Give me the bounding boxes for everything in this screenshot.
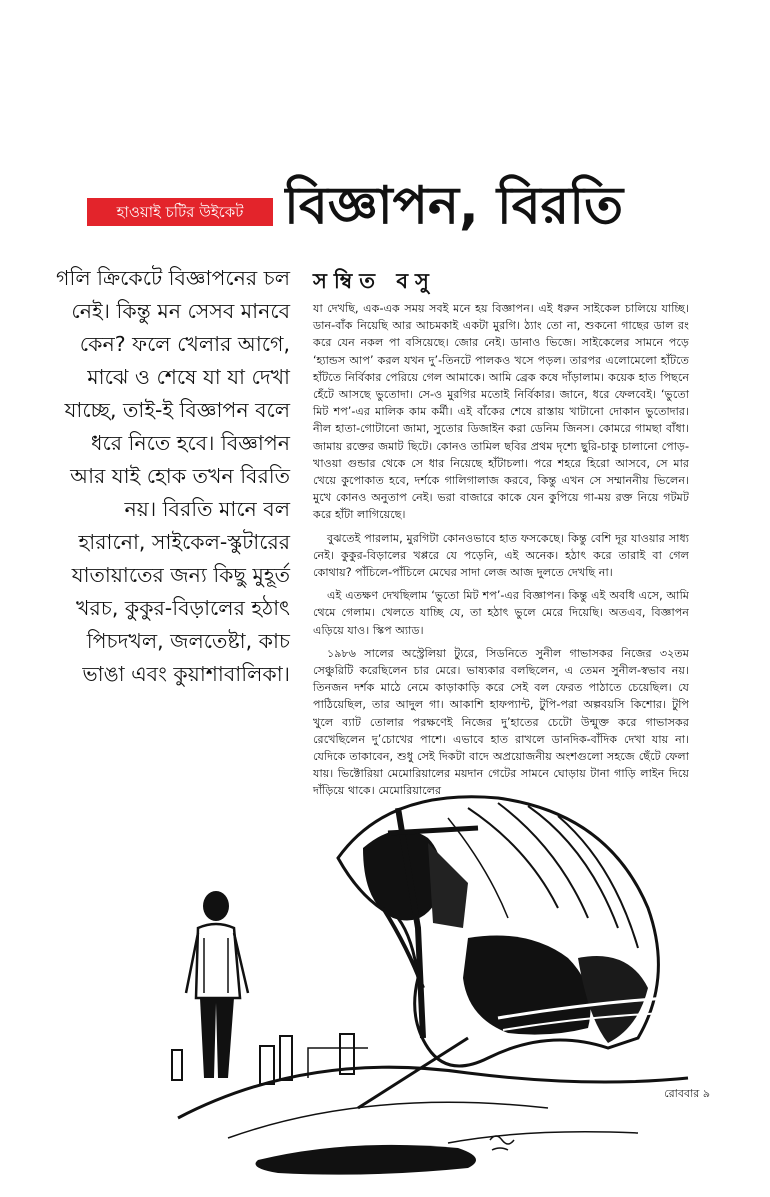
- body-paragraph-4: ১৯৮৬ সালের অস্ট্রেলিয়া ট্যুরে, সিডনিতে সুনীল গাভাসকর নিজের ৩২তম সেঞ্চুরিটি করেছিলেন চার মেরে। ভাষ্যকার বলছিলেন, এ তেমন সুনীল-স্বভাব নয়। তিনজন দর্শক মাঠে নেমে কাড়াকাড়ি করে সেই বল ফেরত পাঠাতে চেয়েছিল। যে পাঠিয়েছিল, তার আদুল গা। আকাশি হাফপ্যান্ট, টুপি-পরা অল্পবয়সি কিশোর। টুপি খুলে ব্যাট তোলার পরক্ষণেই নিজের দু’হাতের চেটো উন্মুক্ত করে গাভাসকর রেখেছিলেন দু’চোখের পাশে। এভাবে হাত রাখলে ডানদিক-বাঁদিক দেখা যায় না। যেদিকে তাকাবেন, শুধু সেই দিকটা বাদে অপ্রয়োজনীয় অংশগুলো সহজে ছেঁটে ফেলা যায়। ভিক্টোরিয়া মেমোরিয়ালের ময়দান গেটের সামনে ঘোড়ায় টানা গাড়ি লাইন দিয়ে দাঁড়িয়ে থাকে। মেমোরিয়ালের: [313, 646, 689, 798]
- byline: সম্বিত বসু: [313, 269, 436, 293]
- series-tag: হাওয়াই চটির উইকেট: [87, 198, 273, 226]
- pullquote-text: গলি ক্রিকেটে বিজ্ঞাপনের চল নেই। কিন্তু মন সেসব মানবে কেন? ফলে খেলার আগে, মাঝে ও শেষে যা যা দেখা যাচ্ছে, তাই-ই বিজ্ঞাপন বলে ধরে নিতে হবে। বিজ্ঞাপন আর যাই হোক তখন বিরতি নয়। বিরতি মানে বল হারানো, সাইকেল-স্কুটারের যাতায়াতের জন্য কিছু মুহূর্ত খরচ, কুকুর-বিড়ালের হঠাৎ পিচদখল, জলতেষ্টা, কাচ ভাঙা এবং কুয়াশাবালিকা।: [56, 266, 290, 686]
- article-body: [313, 300, 689, 806]
- body-paragraph-1: যা দেখছি, এক-এক সময় সবই মনে হয় বিজ্ঞাপন। এই ধরুন সাইকেল চালিয়ে যাচ্ছি। ডান-বাঁক নিয়েছি আর আচমকাই একটা মুরগি। ঠ্যাং তো না, শুকনো গাছের ডাল রং করে যেন নকল পা বসিয়েছে। জোর নেই। ডানাও ভিজে। সাইকেলের সামনে পড়ে ‘হ্যান্ডস আপ’ করল যখন দু’-তিনটে পালকও খসে পড়ল। তারপর এলোমেলো হাঁটতে হাঁটতে নির্বিকার পেরিয়ে গেল আমাকে। আমি ব্রেক কষে দাঁড়ালাম। কয়েক হাত পিছনে হেঁটে আসছে ভুতোদা। সে-ও মুরগির মতোই নির্বিকার। জানে, ধরে ফেলবেই। ‘ভুতো মিট শপ’-এর মালিক কাম কর্মী। এই বাঁকের শেষে রাস্তায় খাটানো দোকান ভুতোদার। নীল হাতা-গোটানো জামা, সুতোর ডিজাইন করা ডেনিম জিনস। কোমরে গামছা বাঁধা। জামায় রক্তের জমাট ছিটে। কোনও তামিল ছবির প্রথম দৃশ্যে ছুরি-চাকু চালানো পোড়-খাওয়া গুন্ডার থেকে সে ধার নিয়েছে হাঁটাচলা। পরে শহরে হিরো আসবে, সে মার খেয়ে কুপোকাত হবে, দর্শকে গালিগালাজ করবে, কিন্তু এখন সে সম্মাননীয় ভিলেন। মুখে কোনও অনুতাপ নেই। ভরা বাজারে কাকে যেন কুপিয়ে গা-ময় রক্ত নিয়ে গটমট করে হাঁটা লাগিয়েছে।: [313, 302, 689, 522]
- headline: বিজ্ঞাপন, বিরতি: [284, 176, 624, 236]
- horse-and-man-illustration: [168, 788, 700, 1180]
- body-paragraph-2: বুঝতেই পারলাম, মুরগিটা কোনওভাবে হাত ফসকেছে। কিন্তু বেশি দূর যাওয়ার সাধ্য নেই। কুকুর-বিড়ালের খপ্পরে যে পড়েনি, এই অনেক। হঠাৎ করে তারাই বা গেল কোথায়? পাঁচিলে-পাঁচিলে মেঘের সাদা লেজ আজ দুলতে দেখছি না।: [313, 531, 689, 580]
- pullquote: [55, 262, 290, 691]
- page-folio: রোববার ৯: [664, 1087, 710, 1100]
- body-paragraph-3: এই এতক্ষণ দেখছিলাম ‘ভুতো মিট শপ’-এর বিজ্ঞাপন। কিন্তু এই অবধি এসে, আমি থেমে গেলাম। খেলতে যাচ্ছি যে, তা হঠাৎ ভুলে মেরে দিয়েছি। অতএব, বিজ্ঞাপন এড়িয়ে যাও। স্কিপ অ্যাড।: [313, 589, 689, 637]
